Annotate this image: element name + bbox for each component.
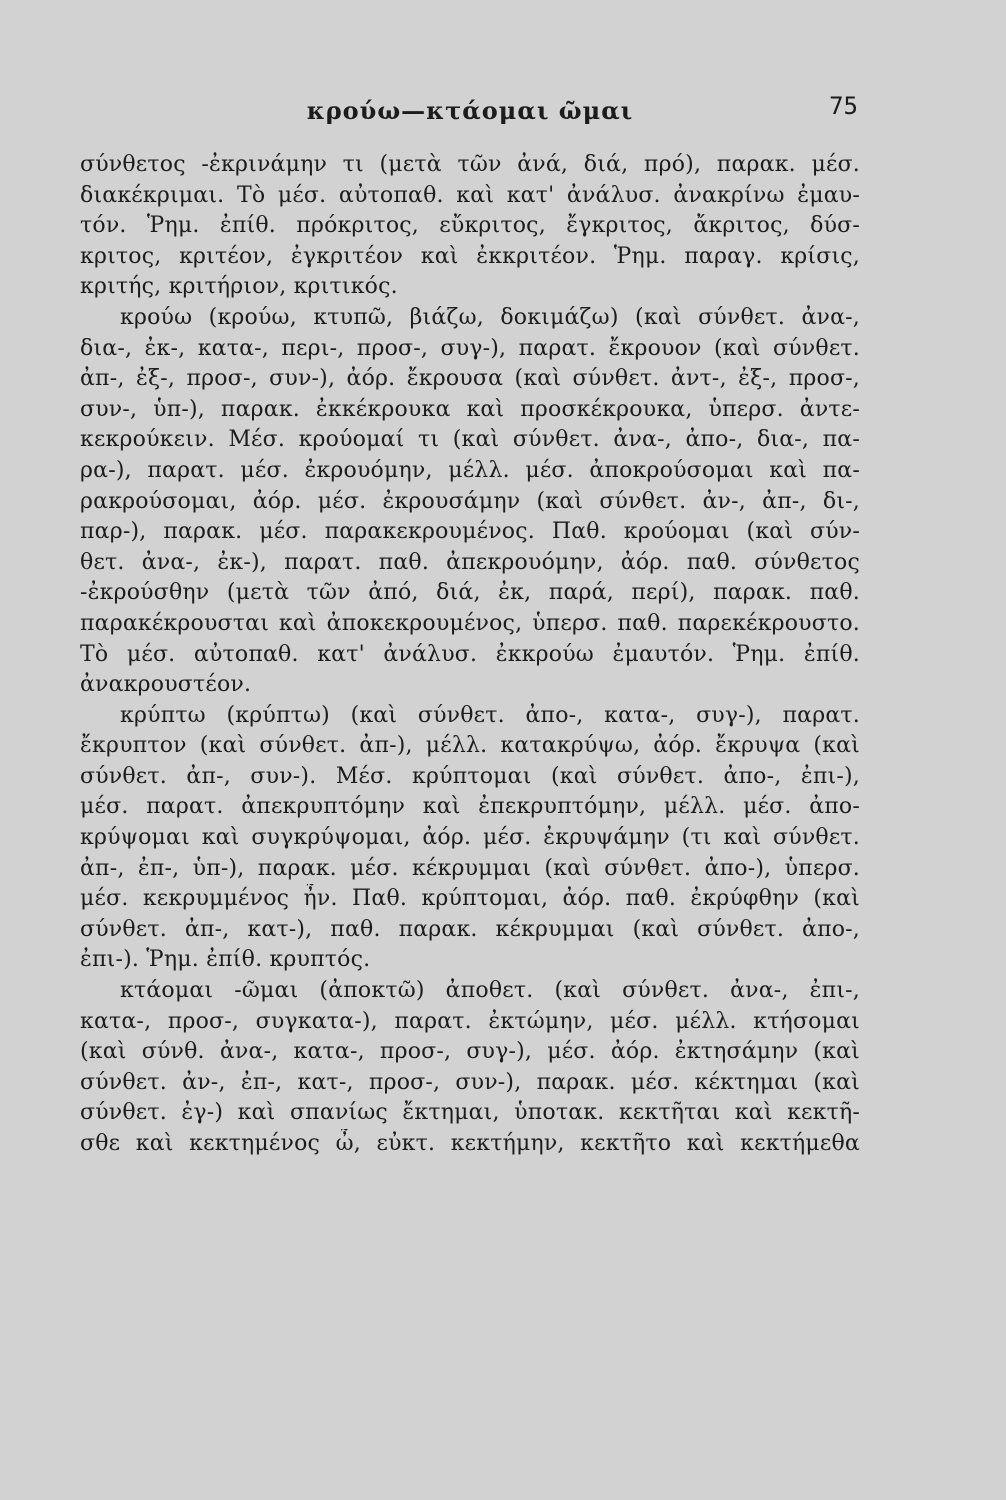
text-line: κριτής, κριτήριον, κριτικός. — [80, 274, 398, 300]
text-line: κτάομαι -ῶμαι (ἀποκτῶ) ἀποθετ. (καὶ σύνθετ. ἀνα-, ἐπι-, — [120, 978, 860, 1004]
text-line: σύνθετ. ἀπ-, κατ-), παθ. παρακ. κέκρυμμαι (καὶ σύνθετ. ἀπο-, — [80, 916, 860, 942]
text-line: μέσ. κεκρυμμένος ἦν. Παθ. κρύπτομαι, ἀόρ. παθ. ἐκρύφθην (καὶ — [80, 886, 860, 912]
text-line: θετ. ἀνα-, ἐκ-), παρατ. παθ. ἀπεκρουόμην, ἀόρ. παθ. σύνθετος — [80, 549, 860, 575]
text-line: τόν. Ῥημ. ἐπίθ. πρόκριτος, εὔκριτος, ἔγκριτος, ἄκριτος, δύσ- — [80, 213, 860, 239]
text-line: κρούω (κρούω, κτυπῶ, βιάζω, δοκιμάζω) (καὶ σύνθετ. ἀνα-, — [120, 304, 860, 330]
text-line: παρ-), παρακ. μέσ. παρακεκρουμένος. Παθ. κρούομαι (καὶ σύν- — [80, 519, 860, 545]
text-line: σύνθετ. ἐγ-) καὶ σπανίως ἔκτημαι, ὑποτακ. κεκτῆται καὶ κεκτῆ- — [80, 1100, 860, 1126]
text-line: δια-, ἐκ-, κατα-, περι-, προσ-, συγ-), παρατ. ἔκρουον (καὶ σύνθετ. — [80, 335, 860, 361]
text-line: σύνθετος -ἐκρινάμην τι (μετὰ τῶν ἀνά, διά, πρό), παρακ. μέσ. — [80, 152, 860, 177]
running-header: κρούω—κτάομαι ῶμαι — [306, 96, 634, 125]
text-line: παρακέκρουσται καὶ ἀποκεκρουμένος, ὑπερσ. παθ. παρεκέκρουστο. — [80, 610, 860, 636]
text-line: ἀνακρουστέον. — [80, 672, 252, 698]
text-line: (καὶ σύνθ. ἀνα-, κατα-, προσ-, συγ-), μέσ. ἀόρ. ἐκτησάμην (καὶ — [80, 1039, 860, 1065]
body-text — [80, 150, 860, 1160]
text-line: ἀπ-, ἐξ-, προσ-, συν-), ἀόρ. ἔκρουσα (καὶ σύνθετ. ἀντ-, ἐξ-, προσ-, — [80, 366, 860, 392]
text-line: ρακρούσομαι, ἀόρ. μέσ. ἐκρουσάμην (καὶ σύνθετ. ἀν-, ἀπ-, δι-, — [80, 488, 860, 514]
text-line: Τὸ μέσ. αὐτοπαθ. κατ' ἀνάλυσ. ἐκκρούω ἐμαυτόν. Ῥημ. ἐπίθ. — [80, 641, 860, 667]
text-line: σύνθετ. ἀν-, ἐπ-, κατ-, προσ-, συν-), παρακ. μέσ. κέκτημαι (καὶ — [80, 1069, 860, 1095]
text-line: ἐπι-). Ῥημ. ἐπίθ. κρυπτός. — [80, 947, 371, 973]
text-line: -ἐκρούσθην (μετὰ τῶν ἀπό, διά, ἐκ, παρά, περί), παρακ. παθ. — [80, 580, 860, 606]
text-line: κρύπτω (κρύπτω) (καὶ σύνθετ. ἀπο-, κατα-, συγ-), παρατ. — [120, 702, 860, 728]
text-line: κριτος, κριτέον, ἐγκριτέον καὶ ἐκκριτέον. Ῥημ. παραγ. κρίσις, — [80, 243, 860, 269]
text-line: σθε καὶ κεκτημένος ὦ, εὐκτ. κεκτήμην, κεκτῆτο καὶ κεκτήμεθα — [80, 1131, 860, 1156]
text-line: ἔκρυπτον (καὶ σύνθετ. ἀπ-), μέλλ. κατακρύψω, ἀόρ. ἔκρυψα (καὶ — [80, 733, 860, 759]
text-line: συν-, ὑπ-), παρακ. ἐκκέκρουκα καὶ προσκέκρουκα, ὑπερσ. ἀντε- — [80, 396, 860, 422]
text-line: διακέκριμαι. Τὸ μέσ. αὐτοπαθ. καὶ κατ' ἀνάλυσ. ἀνακρίνω ἐμαυ- — [80, 182, 860, 208]
text-line: ἀπ-, ἐπ-, ὑπ-), παρακ. μέσ. κέκρυμμαι (καὶ σύνθετ. ἀπο-), ὑπερσ. — [80, 855, 860, 881]
text-line: σύνθετ. ἀπ-, συν-). Μέσ. κρύπτομαι (καὶ σύνθετ. ἀπο-, ἐπι-), — [80, 763, 860, 789]
text-line: κρύψομαι καὶ συγκρύψομαι, ἀόρ. μέσ. ἐκρυψάμην (τι καὶ σύνθετ. — [80, 825, 860, 851]
page-number: 75 — [829, 92, 858, 120]
text-line: μέσ. παρατ. ἀπεκρυπτόμην καὶ ἐπεκρυπτόμην, μέλλ. μέσ. ἀπο- — [80, 794, 860, 820]
text-line: ρα-), παρατ. μέσ. ἐκρουόμην, μέλλ. μέσ. ἀποκρούσομαι καὶ πα- — [80, 457, 860, 483]
text-line: κατα-, προσ-, συγκατα-), παρατ. ἐκτώμην, μέσ. μέλλ. κτήσομαι — [80, 1008, 860, 1034]
text-line: κεκρούκειν. Μέσ. κρούομαί τι (καὶ σύνθετ. ἀνα-, ἀπο-, δια-, πα- — [80, 427, 860, 453]
